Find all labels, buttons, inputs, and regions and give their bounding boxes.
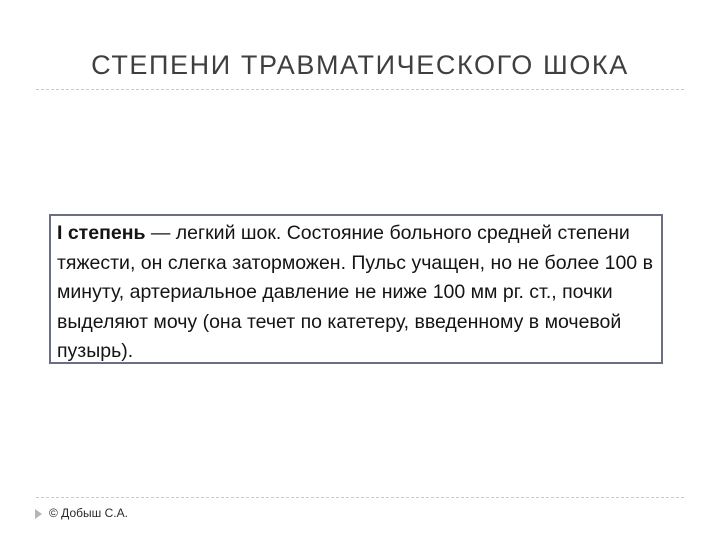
slide-title: СТЕПЕНИ ТРАВМАТИЧЕСКОГО ШОКА <box>91 50 629 80</box>
body-lead: I степень <box>57 222 146 244</box>
body-rest: — легкий шок. Состояние больного средней степени тяжести, он слегка заторможен. Пульс учащен, но не более 100 в минуту, артериальное давление не ниже 100 мм рг. ст., почки выделяют мочу (она течет по катетеру, введенному в мочевой пузырь). <box>57 222 653 362</box>
footer-copyright: © Добыш С.А. <box>49 506 128 520</box>
title-divider <box>36 89 684 90</box>
triangle-bullet-icon <box>35 509 42 519</box>
body-paragraph <box>57 219 669 367</box>
footer-divider <box>36 497 684 498</box>
